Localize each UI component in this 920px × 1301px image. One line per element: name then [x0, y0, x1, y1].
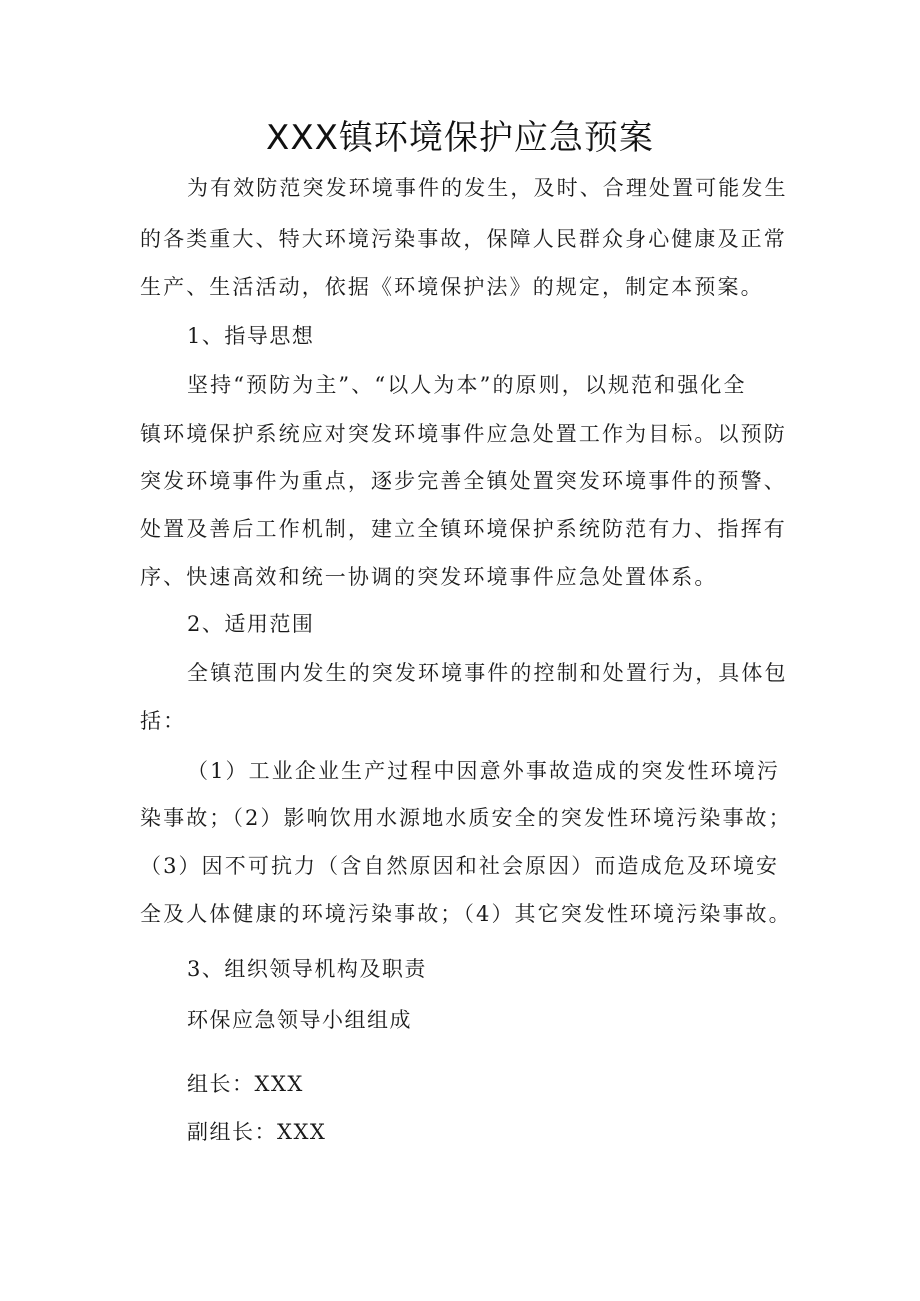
- section1-line: 突发环境事件为重点，逐步完善全镇处置突发环境事件的预警、: [140, 469, 787, 493]
- section1-line: 坚持“预防为主”、“以人为本”的原则，以规范和强化全: [187, 373, 747, 397]
- section1-line: 镇环境保护系统应对突发环境事件应急处置工作为目标。以预防: [140, 422, 787, 446]
- section2-item-line: （1）工业企业生产过程中因意外事故造成的突发性环境污: [187, 759, 780, 783]
- deputy-leader-line: 副组长：XXX: [187, 1120, 327, 1144]
- section2-line: 全镇范围内发生的突发环境事件的控制和处置行为，具体包: [187, 661, 788, 685]
- section3-subheading: 环保应急领导小组组成: [187, 1008, 412, 1032]
- intro-line: 生产、生活活动，依据《环境保护法》的规定，制定本预案。: [140, 275, 764, 299]
- intro-line: 为有效防范突发环境事件的发生，及时、合理处置可能发生: [187, 176, 788, 200]
- section2-item-line: 染事故；（2）影响饮用水源地水质安全的突发性环境污染事故；: [140, 806, 792, 830]
- document-title: XXX镇环境保护应急预案: [266, 118, 654, 158]
- section-heading-3: 3、组织领导机构及职责: [187, 957, 427, 981]
- leader-line: 组长：XXX: [187, 1072, 304, 1096]
- section2-line: 括：: [140, 709, 187, 733]
- section1-line: 序、快速高效和统一协调的突发环境事件应急处置体系。: [140, 565, 718, 589]
- section-heading-1: 1、指导思想: [187, 324, 315, 348]
- section2-item-line: （3）因不可抗力（含自然原因和社会原因）而造成危及环境安: [140, 854, 780, 878]
- intro-line: 的各类重大、特大环境污染事故，保障人民群众身心健康及正常: [140, 227, 787, 251]
- section1-line: 处置及善后工作机制，建立全镇环境保护系统防范有力、指挥有: [140, 517, 787, 541]
- section2-item-line: 全及人体健康的环境污染事故；（4）其它突发性环境污染事故。: [140, 902, 792, 926]
- section-heading-2: 2、适用范围: [187, 612, 315, 636]
